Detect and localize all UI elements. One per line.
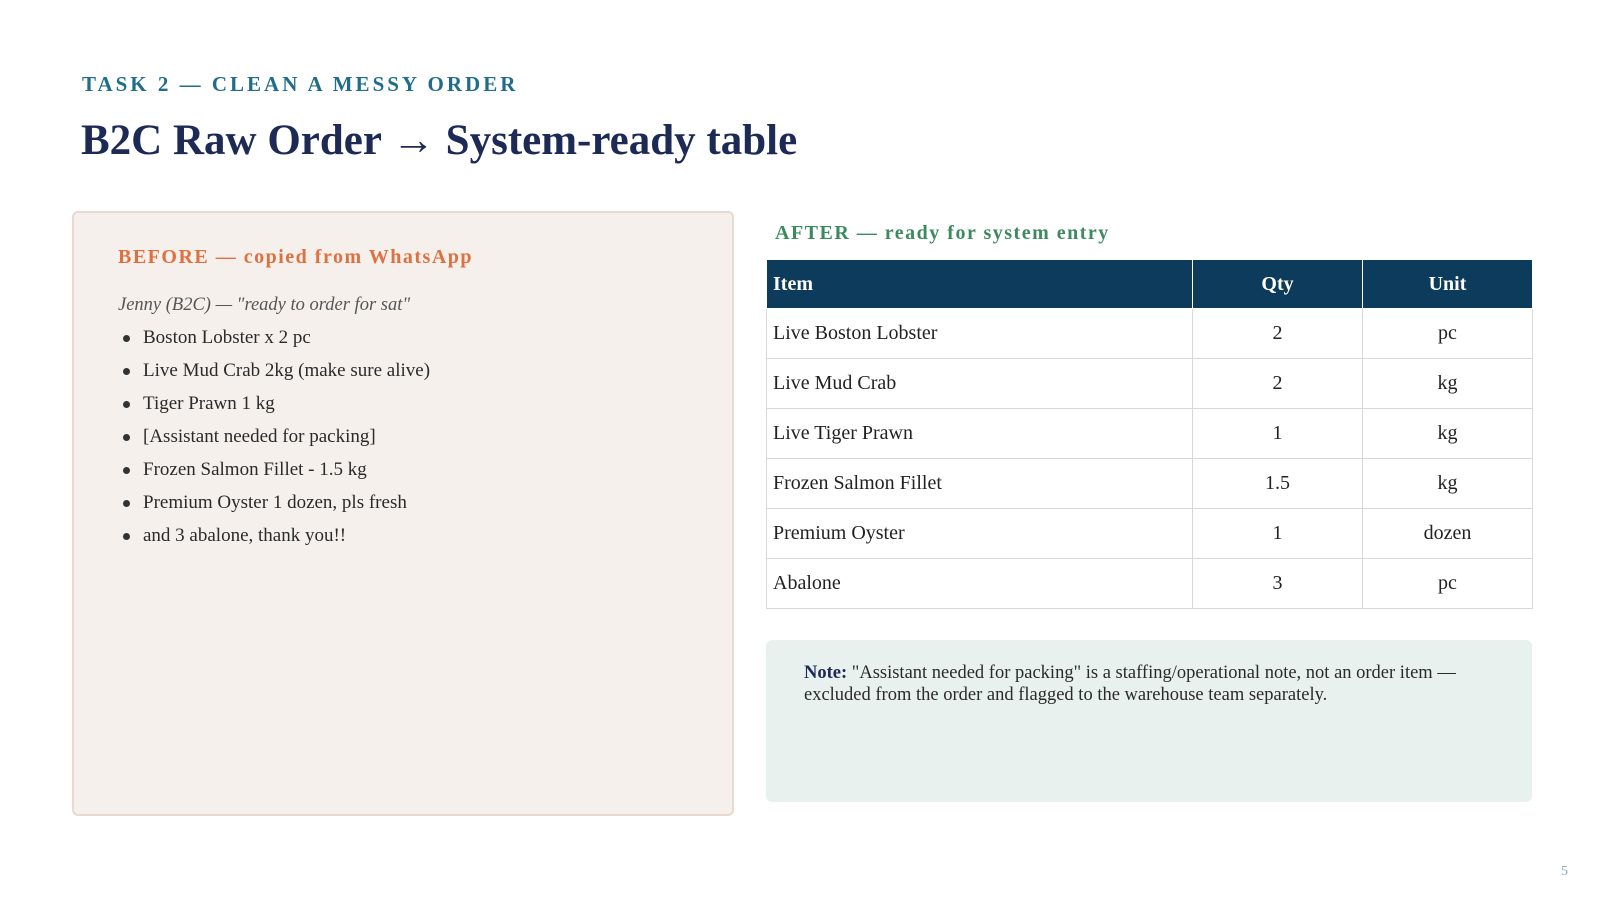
unit-cell: dozen: [1363, 509, 1533, 559]
note-box: [766, 640, 1532, 802]
before-panel: [72, 211, 734, 816]
unit-cell: kg: [1363, 409, 1533, 459]
item-cell: Frozen Salmon Fillet: [767, 459, 1193, 509]
raw-order-item: [118, 359, 430, 392]
raw-order-item-text: Tiger Prawn 1 kg: [143, 393, 275, 414]
qty-cell: 2: [1193, 359, 1363, 409]
column-header-item: Item: [767, 260, 1193, 309]
bullet-icon: [123, 434, 130, 441]
task-eyebrow: TASK 2 — CLEAN A MESSY ORDER: [82, 72, 519, 96]
raw-order-item-text: Premium Oyster 1 dozen, pls fresh: [143, 492, 407, 513]
unit-cell: pc: [1363, 559, 1533, 609]
item-cell: Premium Oyster: [767, 509, 1193, 559]
page-title: B2C Raw Order → System-ready table: [81, 117, 798, 164]
unit-cell: kg: [1363, 359, 1533, 409]
raw-order-item-text: Boston Lobster x 2 pc: [143, 327, 311, 348]
column-header-qty: Qty: [1193, 260, 1363, 309]
table-header-row: [767, 260, 1533, 309]
qty-cell: 1.5: [1193, 459, 1363, 509]
item-cell: Live Mud Crab: [767, 359, 1193, 409]
note-text: "Assistant needed for packing" is a staffing/operational note, not an order item — excluded from the order and flagged to the warehouse team separately.: [804, 663, 1456, 705]
before-sender-line: Jenny (B2C) — "ready to order for sat": [118, 295, 411, 315]
bullet-icon: [123, 533, 130, 540]
bullet-icon: [123, 401, 130, 408]
table-row: [767, 359, 1533, 409]
before-heading: BEFORE — copied from WhatsApp: [118, 246, 474, 268]
table-row: [767, 309, 1533, 359]
qty-cell: 2: [1193, 309, 1363, 359]
bullet-icon: [123, 368, 130, 375]
table-row: [767, 459, 1533, 509]
unit-cell: pc: [1363, 309, 1533, 359]
raw-order-item: [118, 392, 430, 425]
raw-order-item: [118, 491, 430, 524]
table-row: [767, 509, 1533, 559]
raw-order-item-text: Frozen Salmon Fillet - 1.5 kg: [143, 459, 367, 480]
note-label: Note:: [804, 663, 848, 683]
bullet-icon: [123, 335, 130, 342]
table-row: [767, 559, 1533, 609]
column-header-unit: Unit: [1363, 260, 1533, 309]
qty-cell: 1: [1193, 509, 1363, 559]
qty-cell: 1: [1193, 409, 1363, 459]
table-row: [767, 409, 1533, 459]
raw-order-list: [118, 326, 430, 557]
raw-order-item: [118, 326, 430, 359]
qty-cell: 3: [1193, 559, 1363, 609]
page-number: 5: [1561, 864, 1568, 879]
item-cell: Live Tiger Prawn: [767, 409, 1193, 459]
raw-order-item-text: Live Mud Crab 2kg (make sure alive): [143, 360, 431, 381]
raw-order-item: [118, 458, 430, 491]
raw-order-item: [118, 524, 430, 557]
item-cell: Live Boston Lobster: [767, 309, 1193, 359]
system-order-table: [766, 259, 1533, 609]
after-heading: AFTER — ready for system entry: [775, 222, 1110, 244]
raw-order-item: [118, 425, 430, 458]
bullet-icon: [123, 500, 130, 507]
item-cell: Abalone: [767, 559, 1193, 609]
raw-order-item-text: and 3 abalone, thank you!!: [143, 525, 347, 546]
bullet-icon: [123, 467, 130, 474]
raw-order-item-text: [Assistant needed for packing]: [143, 426, 376, 447]
unit-cell: kg: [1363, 459, 1533, 509]
